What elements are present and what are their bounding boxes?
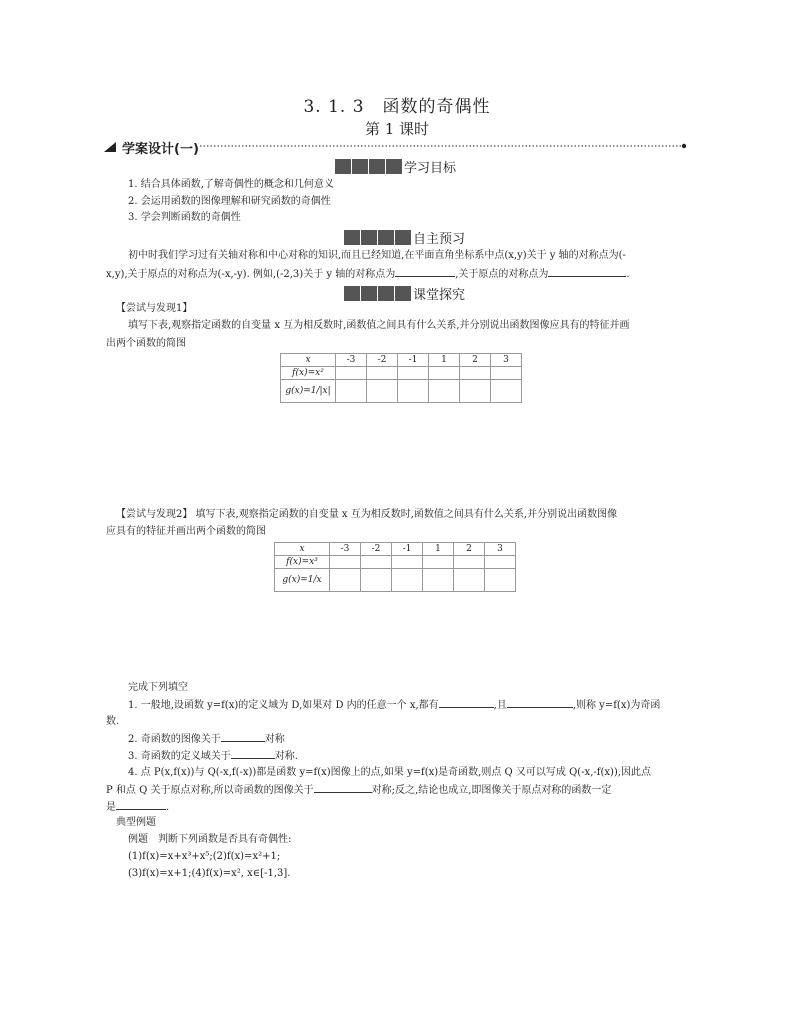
example-heading: 典型例题	[116, 817, 156, 828]
answer-blank[interactable]	[314, 782, 372, 793]
answer-cell[interactable]	[361, 569, 392, 592]
table-header-cell: 2	[454, 543, 485, 556]
goal-item: 2. 会运用函数的图像理解和研究函数的奇偶性	[128, 196, 331, 207]
row-label: g(x)=1/x	[275, 569, 330, 592]
section-preview	[344, 229, 465, 245]
goal-item: 1. 结合具体函数,了解奇偶性的概念和几何意义	[128, 179, 334, 190]
answer-blank[interactable]	[507, 697, 573, 708]
answer-blank[interactable]	[231, 748, 275, 759]
table-row	[281, 380, 522, 403]
answer-blank[interactable]	[395, 266, 455, 277]
page-subtitle: 第 1 课时	[364, 120, 430, 138]
fill-q3: 3. 奇函数的定义域关于 对称.	[128, 748, 298, 765]
page-title: 3. 1. 3 函数的奇偶性	[303, 97, 491, 117]
try2-table	[274, 542, 516, 592]
answer-cell[interactable]	[423, 556, 454, 569]
answer-cell[interactable]	[398, 367, 429, 380]
table-header-cell: x	[281, 354, 336, 367]
answer-cell[interactable]	[423, 569, 454, 592]
section-explore-label: 课堂探究	[413, 287, 466, 303]
answer-cell[interactable]	[460, 367, 491, 380]
answer-cell[interactable]	[398, 380, 429, 403]
table-row	[281, 367, 522, 380]
preview-text: x,y),关于原点的对称点为(-x,-y). 例如,(-2,3)关于 y 轴的对称点为 ,关于原点的对称点为 .	[106, 266, 630, 283]
table-header-row	[281, 354, 522, 367]
answer-cell[interactable]	[460, 380, 491, 403]
section-marker	[344, 286, 411, 301]
answer-cell[interactable]	[392, 556, 423, 569]
table-row	[275, 569, 516, 592]
row-label: f(x)=x²	[281, 367, 336, 380]
answer-cell[interactable]	[491, 367, 522, 380]
fill-q2: 2. 奇函数的图像关于 对称	[128, 731, 285, 748]
try1-text: 出两个函数的简图	[106, 338, 186, 349]
answer-cell[interactable]	[367, 367, 398, 380]
answer-cell[interactable]	[429, 367, 460, 380]
answer-cell[interactable]	[485, 556, 516, 569]
answer-cell[interactable]	[429, 380, 460, 403]
table-header-cell: -3	[330, 543, 361, 556]
answer-blank[interactable]	[221, 731, 265, 742]
try1-table	[280, 353, 522, 403]
section-explore	[344, 285, 465, 301]
section-preview-label: 自主预习	[413, 231, 466, 247]
try1-heading: 【尝试与发现1】	[116, 303, 193, 314]
answer-cell[interactable]	[361, 556, 392, 569]
table-header-cell: 2	[460, 354, 491, 367]
fill-q4: P 和点 Q 关于原点对称,所以奇函数的图像关于 对称;反之,结论也成立,即图像关于原点对称的函数一定	[106, 782, 611, 799]
table-header-cell: 1	[429, 354, 460, 367]
table-header-row	[275, 543, 516, 556]
table-header-cell: 1	[423, 543, 454, 556]
table-header-cell: x	[275, 543, 330, 556]
example-line: (3)f(x)=x+1;(4)f(x)=x², x∈[-1,3].	[128, 868, 291, 879]
try2-text: 【尝试与发现2】 填写下表,观察指定函数的自变量 x 互为相反数时,函数值之间具有什么关系,并分别说出函数图像	[116, 509, 618, 520]
example-line: (1)f(x)=x+x³+x⁵;(2)f(x)=x²+1;	[128, 851, 281, 862]
section-marker	[335, 159, 402, 174]
answer-cell[interactable]	[330, 569, 361, 592]
answer-cell[interactable]	[485, 569, 516, 592]
try2-text: 应具有的特征并画出两个函数的简图	[106, 526, 266, 537]
banner-label: 学案设计(一)	[122, 142, 199, 157]
table-header-cell: -2	[367, 354, 398, 367]
table-header-cell: -1	[398, 354, 429, 367]
row-label: g(x)=1/|x|	[281, 380, 336, 403]
goal-item: 3. 学会判断函数的奇偶性	[128, 212, 241, 223]
answer-cell[interactable]	[330, 556, 361, 569]
section-marker	[344, 230, 411, 245]
table-header-cell: -3	[336, 354, 367, 367]
answer-blank[interactable]	[116, 799, 166, 810]
answer-cell[interactable]	[336, 380, 367, 403]
answer-cell[interactable]	[454, 569, 485, 592]
fill-q1-cont: 数.	[106, 716, 120, 727]
fill-q4: 4. 点 P(x,f(x))与 Q(-x,f(-x))都是函数 y=f(x)图像上的点,如果 y=f(x)是奇函数,则点 Q 又可以写成 Q(-x,-f(x)),因此点	[128, 767, 651, 778]
fill-q4: 是 .	[106, 799, 169, 816]
table-header-cell: 3	[491, 354, 522, 367]
answer-cell[interactable]	[491, 380, 522, 403]
row-label: f(x)=x³	[275, 556, 330, 569]
fill-heading: 完成下列填空	[128, 682, 188, 693]
example-prompt: 例题 判断下列函数是否具有奇偶性:	[128, 834, 292, 845]
preview-text: 初中时我们学习过有关轴对称和中心对称的知识,而且已经知道,在平面直角坐标系中点(x,y)关于 y 轴的对称点为(-	[128, 250, 626, 261]
table-header-cell: -2	[361, 543, 392, 556]
fill-q1: 1. 一般地,设函数 y=f(x)的定义域为 D,如果对 D 内的任意一个 x,都有 ,且 ,则称 y=f(x)为奇函	[128, 697, 660, 714]
answer-cell[interactable]	[454, 556, 485, 569]
section-goals	[335, 158, 456, 174]
table-header-cell: -1	[392, 543, 423, 556]
section-goals-label: 学习目标	[404, 160, 457, 176]
table-header-cell: 3	[485, 543, 516, 556]
answer-blank[interactable]	[548, 266, 626, 277]
answer-cell[interactable]	[336, 367, 367, 380]
table-row	[275, 556, 516, 569]
answer-blank[interactable]	[439, 697, 494, 708]
try1-text: 填写下表,观察指定函数的自变量 x 互为相反数时,函数值之间具有什么关系,并分别说出函数图像应具有的特征并画	[128, 320, 630, 331]
answer-cell[interactable]	[367, 380, 398, 403]
answer-cell[interactable]	[392, 569, 423, 592]
